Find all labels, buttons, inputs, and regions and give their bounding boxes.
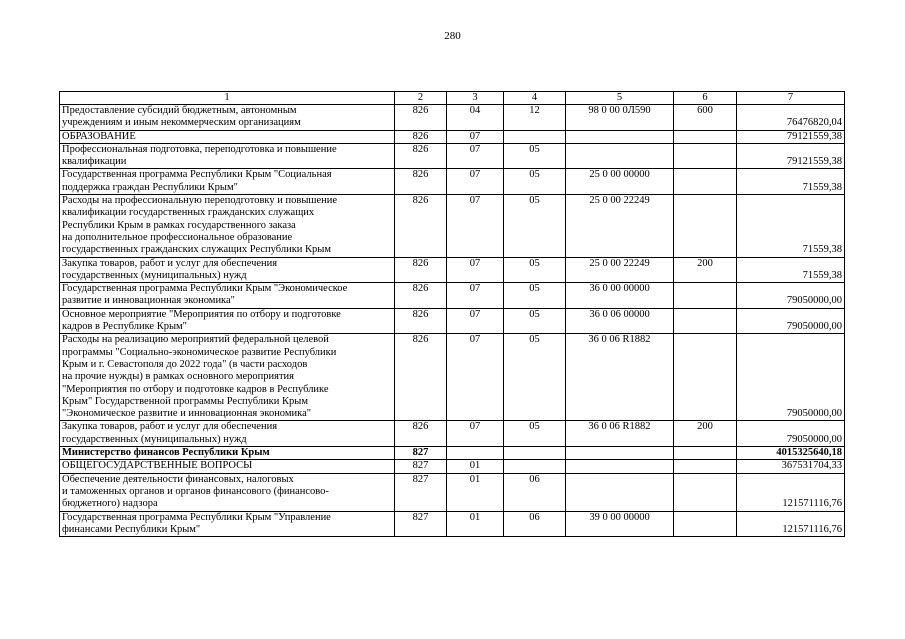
description-line: Обеспечение деятельности финансовых, налоговых <box>62 473 294 485</box>
table-row <box>60 169 845 195</box>
table-row <box>60 130 845 143</box>
description-line: кадров в Республике Крым" <box>62 321 187 333</box>
row-description <box>60 257 395 283</box>
description-line: поддержка граждан Республики Крым" <box>62 181 238 193</box>
row-section: 01 <box>447 460 504 473</box>
row-code-admin: 827 <box>395 447 447 460</box>
row-target-article <box>566 447 674 460</box>
row-section: 01 <box>447 473 504 511</box>
table-row <box>60 334 845 421</box>
header-col-5: 5 <box>566 92 674 105</box>
table-row <box>60 195 845 257</box>
row-description <box>60 460 395 473</box>
page-number: 280 <box>444 30 461 42</box>
row-section: 07 <box>447 195 504 257</box>
row-subsection <box>504 447 566 460</box>
row-expense-type <box>674 511 737 537</box>
table-row <box>60 447 845 460</box>
table-row <box>60 283 845 309</box>
description-line: Закупка товаров, работ и услуг для обеспечения <box>62 257 278 269</box>
row-description <box>60 447 395 460</box>
row-section: 01 <box>447 511 504 537</box>
row-expense-type <box>674 447 737 460</box>
description-line: на прочие нужды) в рамках основного мероприятия <box>62 371 295 383</box>
row-section: 07 <box>447 308 504 334</box>
row-description <box>60 308 395 334</box>
row-section: 07 <box>447 169 504 195</box>
row-target-article: 25 0 00 00000 <box>566 169 674 195</box>
row-expense-type <box>674 143 737 169</box>
row-code-admin: 826 <box>395 105 447 131</box>
row-code-admin: 826 <box>395 334 447 421</box>
header-col-7: 7 <box>737 92 845 105</box>
row-subsection: 05 <box>504 308 566 334</box>
row-description <box>60 511 395 537</box>
row-amount: 4015325640,18 <box>737 447 845 460</box>
row-code-admin: 827 <box>395 460 447 473</box>
row-amount: 121571116,76 <box>737 511 845 537</box>
table-header-row <box>60 92 845 105</box>
description-line: Предоставление субсидий бюджетным, автономным <box>62 105 297 116</box>
description-line: квалификации <box>62 156 127 168</box>
table-row <box>60 308 845 334</box>
table-row <box>60 460 845 473</box>
row-expense-type <box>674 460 737 473</box>
description-line: ОБЩЕГОСУДАРСТВЕННЫЕ ВОПРОСЫ <box>62 460 253 472</box>
row-code-admin: 827 <box>395 511 447 537</box>
row-code-admin: 826 <box>395 169 447 195</box>
row-amount: 367531704,33 <box>737 460 845 473</box>
description-line: финансами Республики Крым" <box>62 523 201 535</box>
row-expense-type: 200 <box>674 421 737 447</box>
row-amount: 121571116,76 <box>737 473 845 511</box>
header-col-1: 1 <box>60 92 395 105</box>
row-section: 04 <box>447 105 504 131</box>
row-section <box>447 447 504 460</box>
description-line: "Мероприятия по отбору и подготовке кадров в Республике <box>62 383 329 395</box>
row-expense-type: 600 <box>674 105 737 131</box>
table-row <box>60 511 845 537</box>
row-target-article <box>566 473 674 511</box>
row-amount: 79050000,00 <box>737 421 845 447</box>
description-line: государственных (муниципальных) нужд <box>62 433 247 445</box>
row-target-article: 36 0 00 00000 <box>566 283 674 309</box>
description-line: программы "Социально-экономическое развитие Республики <box>62 346 337 358</box>
row-amount: 79050000,00 <box>737 283 845 309</box>
row-description <box>60 105 395 131</box>
description-line: Крым" Государственной программы Республики Крым <box>62 395 308 407</box>
row-subsection: 05 <box>504 421 566 447</box>
description-line: Крым и г. Севастополя до 2022 года" (в части расходов <box>62 358 308 370</box>
row-section: 07 <box>447 334 504 421</box>
row-code-admin: 826 <box>395 421 447 447</box>
row-target-article: 25 0 00 22249 <box>566 257 674 283</box>
budget-table <box>59 91 845 537</box>
row-subsection: 06 <box>504 511 566 537</box>
row-target-article: 39 0 00 00000 <box>566 511 674 537</box>
row-expense-type <box>674 283 737 309</box>
row-description <box>60 473 395 511</box>
row-description <box>60 283 395 309</box>
row-description <box>60 334 395 421</box>
table-row <box>60 143 845 169</box>
row-target-article: 36 0 06 R1882 <box>566 334 674 421</box>
row-code-admin: 826 <box>395 130 447 143</box>
description-line: квалификации государственных гражданских служащих <box>62 207 315 219</box>
row-target-article: 25 0 00 22249 <box>566 195 674 257</box>
row-code-admin: 826 <box>395 283 447 309</box>
description-line: государственных гражданских служащих Республики Крым <box>62 244 332 256</box>
table-row <box>60 421 845 447</box>
row-section: 07 <box>447 130 504 143</box>
row-amount: 79050000,00 <box>737 308 845 334</box>
row-target-article <box>566 460 674 473</box>
header-col-4: 4 <box>504 92 566 105</box>
row-section: 07 <box>447 257 504 283</box>
row-expense-type <box>674 308 737 334</box>
row-description <box>60 421 395 447</box>
row-target-article <box>566 143 674 169</box>
table-row <box>60 473 845 511</box>
row-amount: 71559,38 <box>737 195 845 257</box>
description-line: государственных (муниципальных) нужд <box>62 269 247 281</box>
description-line: учреждениям и иным некоммерческим организациям <box>62 117 301 129</box>
description-line: развитие и инновационная экономика" <box>62 295 235 307</box>
row-amount: 71559,38 <box>737 169 845 195</box>
description-line: Расходы на профессиональную переподготовку и повышение <box>62 195 338 207</box>
header-col-6: 6 <box>674 92 737 105</box>
row-section: 07 <box>447 143 504 169</box>
row-expense-type <box>674 195 737 257</box>
description-line: Расходы на реализацию мероприятий федеральной целевой <box>62 334 329 346</box>
description-line: бюджетного) надзора <box>62 498 158 510</box>
row-subsection: 05 <box>504 283 566 309</box>
description-line: Республики Крым в рамках государственного заказа <box>62 219 296 231</box>
row-subsection: 05 <box>504 257 566 283</box>
row-section: 07 <box>447 421 504 447</box>
description-line: ОБРАЗОВАНИЕ <box>62 130 136 142</box>
row-code-admin: 826 <box>395 143 447 169</box>
row-description <box>60 195 395 257</box>
row-target-article: 36 0 06 00000 <box>566 308 674 334</box>
description-line: Государственная программа Республики Крым "Экономическое <box>62 283 348 295</box>
description-line: Основное мероприятие "Мероприятия по отбору и подготовке <box>62 308 341 320</box>
row-description <box>60 130 395 143</box>
table-row <box>60 257 845 283</box>
row-target-article: 98 0 00 0Л590 <box>566 105 674 131</box>
header-col-2: 2 <box>395 92 447 105</box>
row-description <box>60 169 395 195</box>
row-code-admin: 827 <box>395 473 447 511</box>
row-expense-type <box>674 169 737 195</box>
row-code-admin: 826 <box>395 308 447 334</box>
header-col-3: 3 <box>447 92 504 105</box>
row-amount: 79121559,38 <box>737 130 845 143</box>
row-subsection: 05 <box>504 334 566 421</box>
description-line: на дополнительное профессиональное образование <box>62 231 293 243</box>
row-code-admin: 826 <box>395 257 447 283</box>
description-line: Министерство финансов Республики Крым <box>62 447 270 459</box>
row-subsection: 05 <box>504 169 566 195</box>
row-amount: 79050000,00 <box>737 334 845 421</box>
row-amount: 79121559,38 <box>737 143 845 169</box>
row-subsection: 05 <box>504 143 566 169</box>
row-expense-type <box>674 473 737 511</box>
row-subsection: 06 <box>504 473 566 511</box>
description-line: "Экономическое развитие и инновационная экономика" <box>62 408 312 420</box>
row-amount: 71559,38 <box>737 257 845 283</box>
row-subsection <box>504 130 566 143</box>
description-line: Профессиональная подготовка, переподготовка и повышение <box>62 143 337 155</box>
row-subsection <box>504 460 566 473</box>
row-section: 07 <box>447 283 504 309</box>
description-line: и таможенных органов и органов финансового (финансово- <box>62 485 329 497</box>
row-expense-type <box>674 130 737 143</box>
row-expense-type: 200 <box>674 257 737 283</box>
row-target-article <box>566 130 674 143</box>
table-row <box>60 105 845 131</box>
row-amount: 76476820,04 <box>737 105 845 131</box>
row-subsection: 05 <box>504 195 566 257</box>
description-line: Закупка товаров, работ и услуг для обеспечения <box>62 421 278 433</box>
row-code-admin: 826 <box>395 195 447 257</box>
row-subsection: 12 <box>504 105 566 131</box>
description-line: Государственная программа Республики Крым "Социальная <box>62 169 332 181</box>
row-description <box>60 143 395 169</box>
row-expense-type <box>674 334 737 421</box>
description-line: Государственная программа Республики Крым "Управление <box>62 511 331 523</box>
row-target-article: 36 0 06 R1882 <box>566 421 674 447</box>
